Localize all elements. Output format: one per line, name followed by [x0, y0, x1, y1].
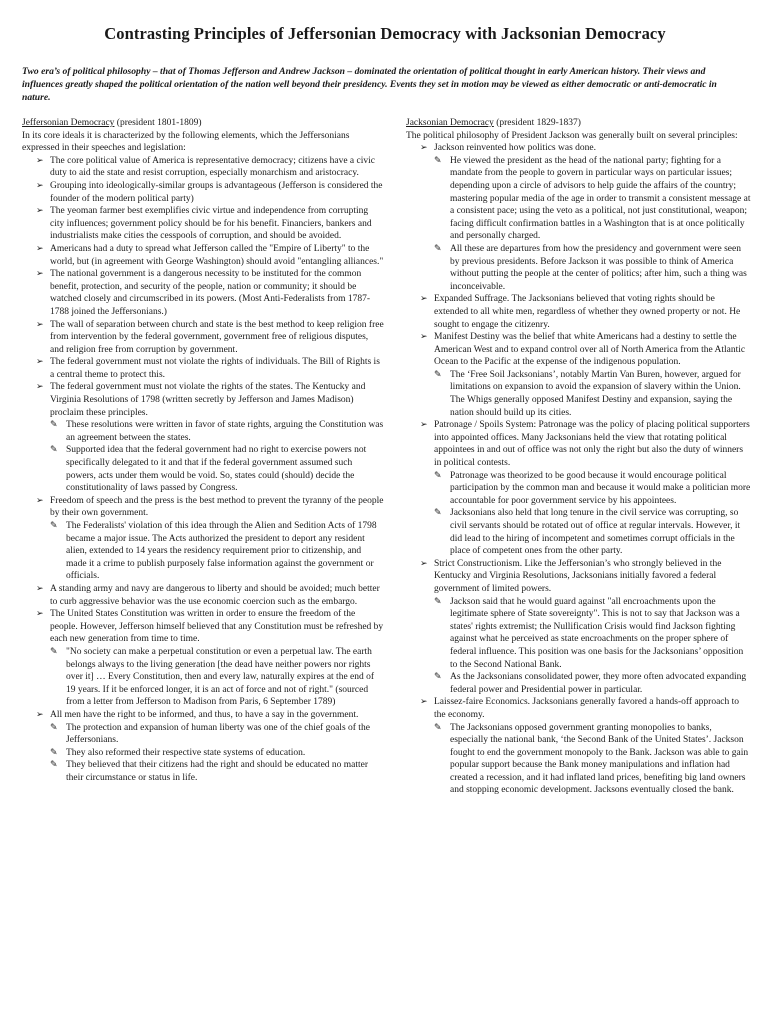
- list-item-text: Freedom of speech and the press is the best method to prevent the tyranny of the people by their own government.: [50, 495, 384, 519]
- sub-list-item: [50, 722, 384, 747]
- sub-list-item-text: He viewed the president as the head of the national party; fighting for a mandate from the people to govern in particular ways on particular issues; depending upon a circle of advisors to help guide the affairs of the country; mastering popular media of the age in order to transmit a consistent message at a consistent pace; using the veto as a political, not just constitutional, weapon; facing difficult confirmation battles in a Washington that is at once politically and personally charged.: [450, 155, 751, 242]
- list-item-text: The core political value of America is representative democracy; citizens have a civic duty to aid the state and resist corruption, especially monarchism and aristocracy.: [50, 155, 375, 179]
- pencil-bullet-icon: ✎: [50, 722, 58, 733]
- sub-list-item: [50, 747, 384, 760]
- sub-list-item-text: Supported idea that the federal government had no right to exercise powers not specifically delegated to it and that if the federal government assumed such powers, acts under them would be void. So, states could (should) decide the constitutionality of laws passed by Congress.: [66, 445, 367, 494]
- list-item: [22, 205, 384, 243]
- list-item: [22, 155, 384, 180]
- sub-list: [434, 369, 751, 419]
- list-item: [22, 319, 384, 357]
- sub-list-item: [434, 671, 751, 696]
- sub-list-item: [50, 520, 384, 583]
- list-item-text: The yeoman farmer best exemplifies civic virtue and independence from corrupting city influences; government policy should be for his benefit. Financiers, bankers and industrialists make cities the cesspools of corruption, and should be avoided.: [50, 206, 372, 242]
- sub-list-item-text: The protection and expansion of human liberty was one of the chief goals of the Jeffersonians.: [66, 722, 370, 746]
- sub-list-item: [434, 369, 751, 419]
- sub-list: [434, 722, 751, 798]
- list-item: [406, 331, 751, 419]
- list-item-text: The United States Constitution was written in order to ensure the freedom of the people. However, Jefferson himself believed that any Constitution must be refreshed by each new generation from time to time.: [50, 609, 384, 645]
- sub-list-item: [434, 470, 751, 508]
- list-item: [406, 419, 751, 558]
- pencil-bullet-icon: ✎: [434, 596, 442, 607]
- jacksonian-heading-label: Jacksonian Democracy: [406, 118, 494, 128]
- sub-list-item-text: The ‘Free Soil Jacksonians’, notably Martin Van Buren, however, argued for limitations on expansion to avoid the expansion of slavery within the Union. The Whigs generally opposed Manifest Destiny and expansion, saying the nation should build up its cities.: [450, 369, 741, 418]
- arrow-bullet-icon: ➢: [420, 558, 428, 569]
- sub-list-item-text: All these are departures from how the presidency and government were seen by previous presidents. Before Jackson it was possible to think of America without putting the people at the center of politics; after him, such a thing was inconceivable.: [450, 243, 747, 292]
- jacksonian-heading: [406, 117, 751, 130]
- sub-list-item-text: These resolutions were written in favor of state rights, arguing the Constitution was an agreement between the states.: [66, 420, 384, 443]
- document-title: Contrasting Principles of Jeffersonian Democracy with Jacksonian Democracy: [104, 24, 666, 43]
- sub-list-item: [50, 646, 384, 709]
- arrow-bullet-icon: ➢: [36, 155, 44, 166]
- list-item-text: Expanded Suffrage. The Jacksonians believed that voting rights should be extended to all white men, regardless of whether they owned property or not. He sought to engage the citizenry.: [434, 294, 741, 330]
- pencil-bullet-icon: ✎: [434, 722, 442, 733]
- list-item: [22, 608, 384, 709]
- sub-list-item: [434, 507, 751, 557]
- intro-paragraph: Two era’s of political philosophy – that of Thomas Jefferson and Andrew Jackson – dominated the orientation of political thought in early American history. Their views and influences greatly shaped the political orientation of the nation well beyond their presidency. Events they set in motion may be viewed as either democratic or anti-democratic in nature.: [22, 66, 717, 103]
- jacksonian-description: The political philosophy of President Jackson was generally built on several principles:: [406, 130, 738, 141]
- list-item: [22, 583, 384, 608]
- jacksonian-list: [406, 142, 751, 797]
- sub-list-item-text: Patronage was theorized to be good because it would encourage political participation by the common man and because it would make a politician more accountable for poor government service by his appointees.: [450, 470, 751, 506]
- list-item-text: Laissez-faire Economics. Jacksonians generally favored a hands-off approach to the economy.: [434, 697, 740, 720]
- pencil-bullet-icon: ✎: [50, 521, 58, 531]
- list-item-text: Jackson reinvented how politics was done.: [434, 143, 596, 154]
- list-item: [22, 180, 384, 205]
- sub-list-item: [434, 243, 751, 293]
- pencil-bullet-icon: ✎: [434, 369, 442, 380]
- arrow-bullet-icon: ➢: [36, 269, 44, 280]
- arrow-bullet-icon: ➢: [420, 294, 428, 305]
- sub-list-item-text: "No society can make a perpetual constitution or even a perpetual law. The earth belongs always to the living generation [the dead have neither powers nor rights over it] … Every Constitution, then and every law, naturally expires at the end of 19 years. If it be enforced longer, it is an act of force and not of right." (sourced from a letter from Jefferson to Madison from Paris, 6 September 1789): [66, 646, 375, 708]
- sub-list-item-text: Jackson said that he would guard against "all encroachments upon the legitimate sphere of State sovereignty". This is not to say that Jackson was a states' rights extremist; the Nullification Crisis would find Jackson fighting against what he perceived as state encroachments on the proper sphere of federal influence. This position was one basis for the Jacksonians’ opposition to the Second National Bank.: [450, 596, 744, 670]
- sub-list: [50, 520, 384, 583]
- jeffersonian-column: [22, 117, 384, 784]
- list-item-text: Manifest Destiny was the belief that white Americans had a destiny to settle the American West and to expand control over all of North America from the Atlantic Ocean to the Pacific at the expense of the indigenous population.: [434, 332, 746, 368]
- list-item-text: The national government is a dangerous necessity to be instituted for the common benefit, protection, and security of the people, nation or community; it should be watched closely and circumscribed in its powers. (Most Anti-Federalists from 1787-1788 joined the Jeffersonians.): [50, 269, 371, 317]
- sub-list: [50, 646, 384, 709]
- list-item: [406, 696, 751, 797]
- pencil-bullet-icon: ✎: [434, 470, 442, 481]
- arrow-bullet-icon: ➢: [420, 143, 428, 154]
- list-item: [22, 243, 384, 268]
- list-item: [22, 356, 384, 381]
- list-item-text: The wall of separation between church and state is the best method to keep religion free from intervention by the federal government, government free of religious disputes, and religion free from corruption by government.: [50, 319, 384, 355]
- jacksonian-column: [406, 117, 751, 797]
- arrow-bullet-icon: ➢: [36, 319, 44, 330]
- pencil-bullet-icon: ✎: [434, 508, 442, 519]
- pencil-bullet-icon: ✎: [50, 747, 58, 758]
- list-item: [406, 558, 751, 697]
- list-item-text: The federal government must not violate the rights of the states. The Kentucky and Virginia Resolutions of 1798 (written secretly by Jefferson and James Madison) proclaim these principles.: [50, 382, 366, 418]
- pencil-bullet-icon: ✎: [50, 646, 58, 657]
- list-item-text: Strict Constructionism. Like the Jeffersonian’s who strongly believed in the Kentucky and Virginia Resolutions, Jacksonians initially favored a federal government of limited powers.: [434, 558, 722, 594]
- sub-list-item-text: Jacksonians also held that long tenure in the civil service was corrupting, so civil servants should be rotated out of office at regular intervals. However, it did lead to the hiring of incompetent and sometimes corrupt officials in the place of competent ones from the other party.: [450, 508, 741, 557]
- arrow-bullet-icon: ➢: [36, 180, 44, 191]
- arrow-bullet-icon: ➢: [36, 382, 44, 393]
- arrow-bullet-icon: ➢: [36, 609, 44, 620]
- list-item-text: The federal government must not violate the rights of individuals. The Bill of Rights is a central theme to protect this.: [50, 357, 380, 380]
- list-item: [22, 495, 384, 583]
- sub-list: [434, 155, 751, 294]
- pencil-bullet-icon: ✎: [434, 155, 442, 166]
- arrow-bullet-icon: ➢: [36, 709, 44, 720]
- sub-list: [50, 722, 384, 785]
- arrow-bullet-icon: ➢: [36, 495, 44, 506]
- sub-list-item: [434, 155, 751, 243]
- sub-list: [50, 419, 384, 495]
- pencil-bullet-icon: ✎: [434, 672, 442, 683]
- pencil-bullet-icon: ✎: [434, 243, 442, 254]
- arrow-bullet-icon: ➢: [36, 357, 44, 368]
- sub-list-item-text: As the Jacksonians consolidated power, they more often advocated expanding federal power and Presidential power in particular.: [450, 672, 747, 695]
- arrow-bullet-icon: ➢: [420, 332, 428, 343]
- pencil-bullet-icon: ✎: [50, 420, 58, 431]
- sub-list-item: [50, 444, 384, 494]
- arrow-bullet-icon: ➢: [420, 697, 428, 708]
- arrow-bullet-icon: ➢: [36, 206, 44, 217]
- jeffersonian-description: In its core ideals it is characterized by the following elements, which the Jeffersonians expressed in their speeches and legislation:: [22, 130, 350, 154]
- list-item: [22, 381, 384, 494]
- list-item: [22, 709, 384, 785]
- jeffersonian-heading-label: Jeffersonian Democracy: [22, 118, 115, 128]
- jeffersonian-heading-term: (president 1801-1809): [114, 118, 202, 128]
- sub-list-item: [434, 596, 751, 672]
- sub-list-item-text: They believed that their citizens had the right and should be educated no matter their circumstance or status in life.: [66, 760, 369, 783]
- sub-list-item-text: The Jacksonians opposed government granting monopolies to banks, especially the national bank, ‘the Second Bank of the United States’. Jackson fought to end the government monopoly to the Bank. Jackson was able to gain popular support because the Bank money manipulations and inflation had created a recession, and it had inflated land prices, benefiting big land owners and stopping economic development. Jacksons eventually closed the bank.: [450, 722, 749, 796]
- list-item-text: All men have the right to be informed, and thus, to have a say in the government.: [50, 709, 359, 720]
- arrow-bullet-icon: ➢: [36, 583, 44, 594]
- sub-list: [434, 470, 751, 558]
- pencil-bullet-icon: ✎: [50, 760, 58, 771]
- sub-list: [434, 596, 751, 697]
- list-item-text: Grouping into ideologically-similar groups is advantageous (Jefferson is considered the founder of the modern political party): [50, 180, 383, 204]
- jeffersonian-heading: [22, 117, 384, 130]
- list-item-text: Patronage / Spoils System: Patronage was the policy of placing political supporters into appointed offices. Many Jacksonians held the view that rotating political appointees in and out of office was not only the right but also the duty of winners in political contests.: [434, 420, 750, 469]
- sub-list-item-text: The Federalists' violation of this idea through the Alien and Sedition Acts of 1798 became a major issue. The Acts authorized the president to deport any resident alien, extended to 14 years the residency requirement prior to citizenship, and made it a crime to publish purposely false information against the government or officials.: [66, 521, 377, 582]
- sub-list-item: [50, 759, 384, 784]
- sub-list-item-text: They also reformed their respective state systems of education.: [66, 747, 306, 758]
- jeffersonian-list: [22, 155, 384, 785]
- list-item: [22, 268, 384, 318]
- jacksonian-heading-term: (president 1829-1837): [493, 118, 581, 128]
- sub-list-item: [50, 419, 384, 444]
- sub-list-item: [434, 722, 751, 798]
- list-item: [406, 293, 751, 331]
- list-item-text: Americans had a duty to spread what Jefferson called the "Empire of Liberty" to the world, but (in agreement with George Washington) should avoid "entangling alliances.": [50, 243, 384, 267]
- pencil-bullet-icon: ✎: [50, 445, 58, 456]
- arrow-bullet-icon: ➢: [36, 243, 44, 254]
- arrow-bullet-icon: ➢: [420, 420, 428, 431]
- list-item-text: A standing army and navy are dangerous to liberty and should be avoided; much better to curb aggressive behavior was the use economic coercion such as the embargo.: [50, 583, 380, 607]
- list-item: [406, 142, 751, 293]
